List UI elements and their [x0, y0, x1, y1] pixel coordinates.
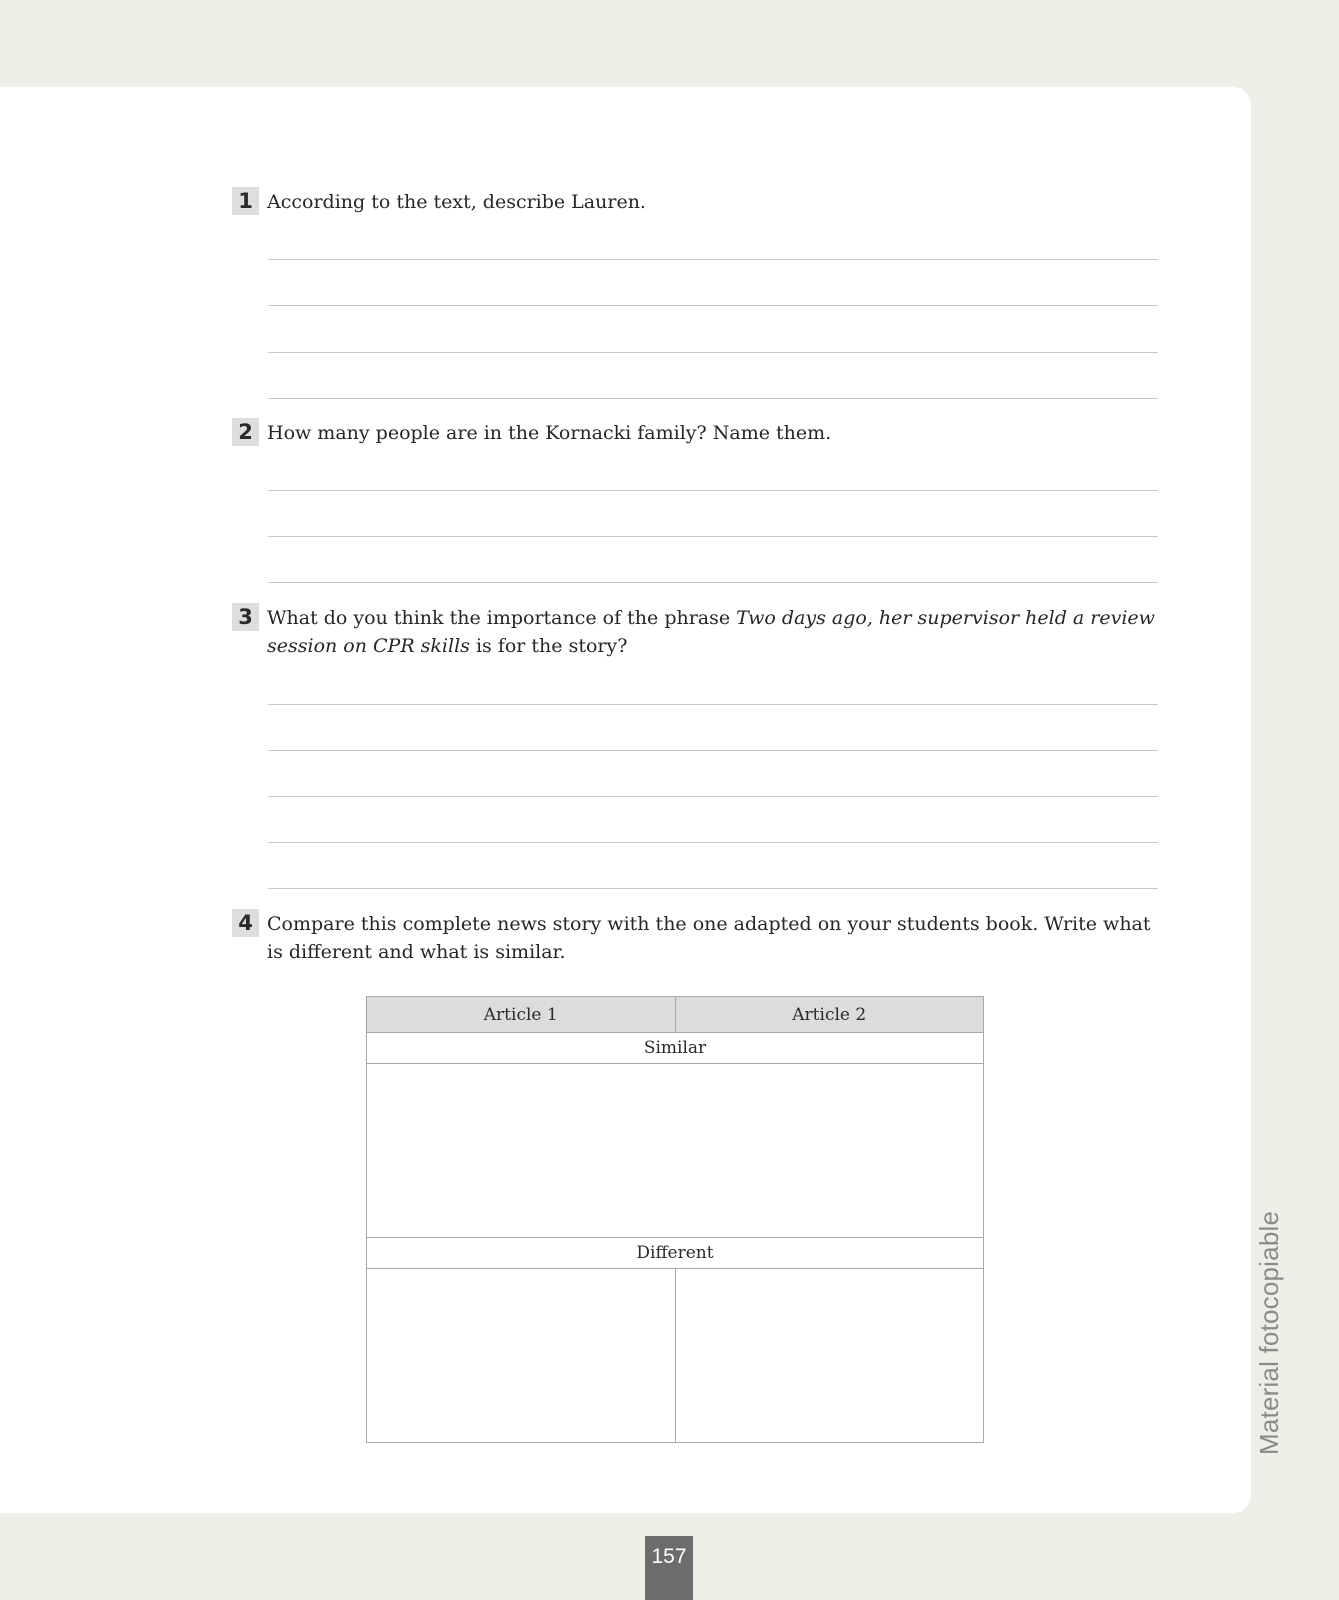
question-4 — [232, 910, 1158, 966]
answer-line[interactable] — [268, 750, 1158, 751]
answer-line[interactable] — [268, 842, 1158, 843]
side-label: Material fotocopiable — [1254, 1210, 1284, 1455]
comparison-table — [366, 996, 984, 1443]
answer-line[interactable] — [268, 796, 1158, 797]
answer-line[interactable] — [268, 704, 1158, 705]
answer-line[interactable] — [268, 398, 1158, 399]
answer-line[interactable] — [268, 305, 1158, 306]
page-number: 157 — [645, 1536, 693, 1600]
answer-line[interactable] — [268, 490, 1158, 491]
question-text: Compare this complete news story with the one adapted on your students book. Write what is different and what is similar. — [267, 913, 1151, 963]
similar-answer-cell[interactable] — [367, 1064, 984, 1238]
answer-line[interactable] — [268, 259, 1158, 260]
question-number: 3 — [232, 603, 259, 631]
question-number: 2 — [232, 418, 259, 446]
question-1 — [232, 188, 1158, 216]
question-2 — [232, 419, 1158, 447]
different-article-1-cell[interactable] — [367, 1269, 676, 1443]
different-article-2-cell[interactable] — [675, 1269, 984, 1443]
question-text: How many people are in the Kornacki family? Name them. — [267, 422, 832, 444]
answer-line[interactable] — [268, 582, 1158, 583]
question-text: According to the text, describe Lauren. — [267, 191, 646, 213]
answer-line[interactable] — [268, 536, 1158, 537]
table-header-article-2: Article 2 — [675, 997, 984, 1033]
table-header-article-1: Article 1 — [367, 997, 676, 1033]
question-text: What do you think the importance of the phrase Two days ago, her supervisor held a review session on CPR skills is for the story? — [267, 607, 1155, 657]
similar-label: Similar — [367, 1033, 984, 1064]
answer-line[interactable] — [268, 352, 1158, 353]
question-3 — [232, 604, 1158, 660]
question-number: 1 — [232, 187, 259, 215]
question-number: 4 — [232, 909, 259, 937]
different-label: Different — [367, 1238, 984, 1269]
answer-line[interactable] — [268, 888, 1158, 889]
